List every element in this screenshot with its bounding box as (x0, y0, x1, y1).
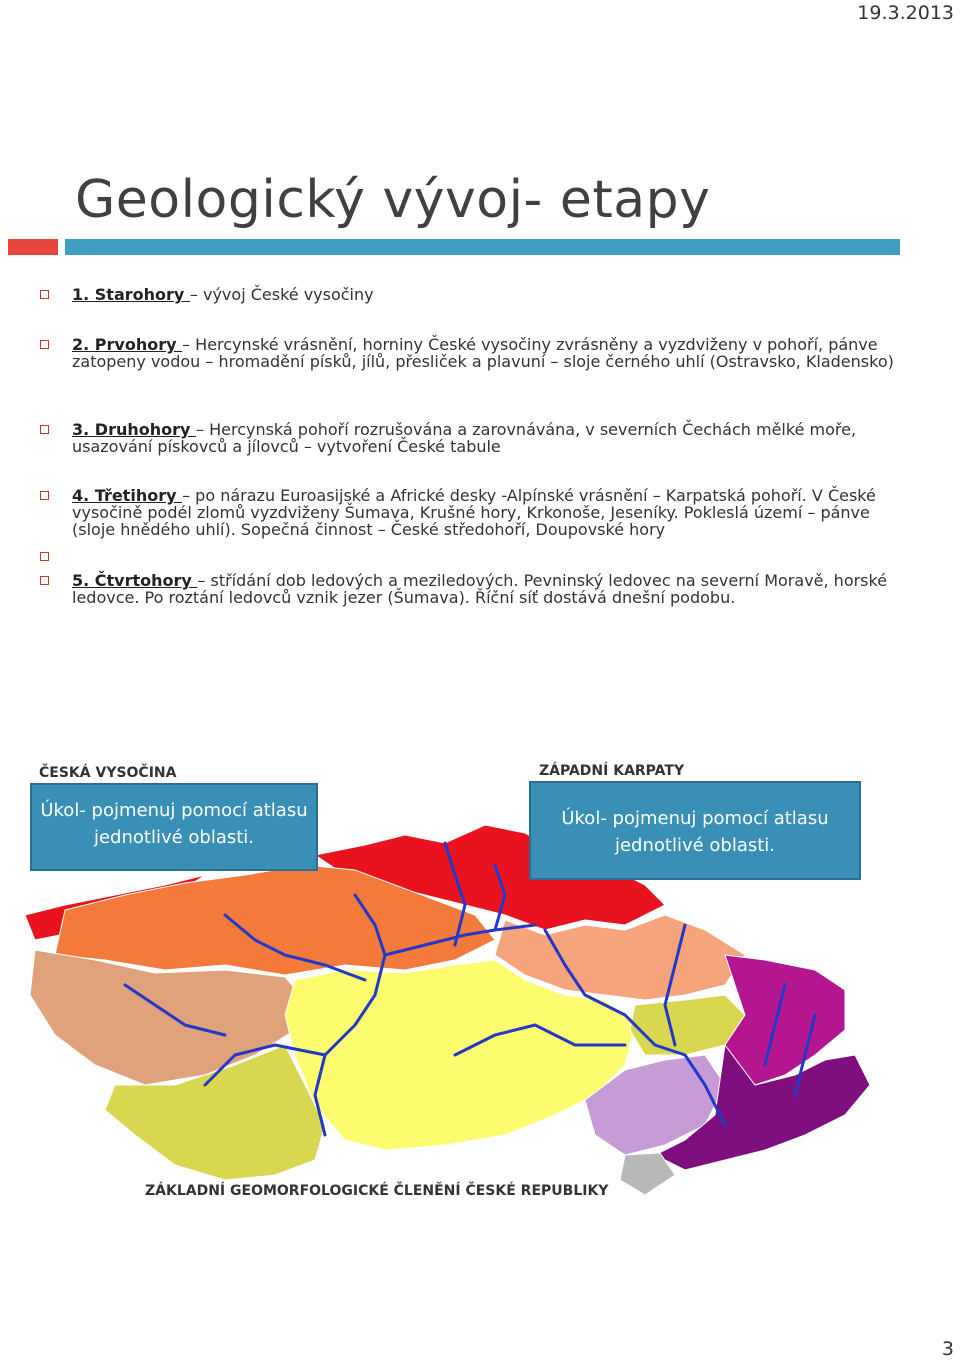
era-text: – vývoj České vysočiny (189, 285, 374, 304)
bullet-square-icon (40, 491, 49, 500)
bullet-square-icon (40, 576, 49, 585)
bullet-square-icon (40, 290, 49, 299)
era-text: – Hercynská pohoří rozrušována a zarovnávána, v severních Čechách mělké moře, usazování pískovců a jílovců – vytvoření České tabule (72, 420, 857, 456)
map-label-ceska-vysocina: ČESKÁ VYSOČINA (39, 765, 177, 781)
list-item-tretihory (40, 487, 917, 538)
list-item-druhohory (40, 421, 917, 455)
list-item-starohory (40, 286, 917, 303)
title-accent-bar-blue (65, 239, 900, 255)
list-item-ctvrtohory (40, 572, 917, 606)
era-name: 4. Třetihory (72, 486, 183, 505)
era-text: – po nárazu Euroasijské a Africké desky -Alpínské vrásnění – Karpatská pohoří. V České vysočině podél zlomů vyzdviženy Šumava, Krušné hory, Krkonoše, Jeseníky. Pokleslá území – pánve (sloje hnědého uhlí). Sopečná činnost – České středohoří, Doupovské hory (72, 486, 876, 539)
era-name: 1. Starohory (72, 285, 190, 304)
bullet-square-icon (40, 425, 49, 434)
bullet-square-icon (40, 552, 49, 561)
era-text: – Hercynské vrásnění, horniny České vysočiny zvrásněny a vyzdviženy v pohoří, pánve zatopeny vodou – hromadění písků, jílů, přesliček a plavuní – sloje černého uhlí (Ostravsko, Kladensko) (72, 335, 894, 371)
title-accent-bar-red (8, 239, 58, 255)
list-item-prvohory (40, 336, 917, 370)
page-number: 3 (941, 1338, 954, 1360)
era-name: 2. Prvohory (72, 335, 183, 354)
era-text: – střídání dob ledových a meziledových. Pevninský ledovec na severní Moravě, horské ledovce. Po roztání ledovců vznik jezer (Šumava). Říční síť dostává dnešní podobu. (72, 571, 888, 607)
bullet-square-icon (40, 340, 49, 349)
map-label-zapadni-karpaty: ZÁPADNÍ KARPATY (539, 763, 685, 779)
slide-title: Geologický vývoj- etapy (75, 170, 711, 230)
task-box-left: Úkol- pojmenuj pomocí atlasu jednotlivé oblasti. (30, 783, 318, 871)
era-name: 5. Čtvrtohory (72, 571, 198, 590)
map-caption: ZÁKLADNÍ GEOMORFOLOGICKÉ ČLENĚNÍ ČESKÉ REPUBLIKY (145, 1183, 609, 1199)
slide-date: 19.3.2013 (857, 2, 954, 24)
task-box-right: Úkol- pojmenuj pomocí atlasu jednotlivé oblasti. (529, 781, 861, 880)
era-name: 3. Druhohory (72, 420, 196, 439)
